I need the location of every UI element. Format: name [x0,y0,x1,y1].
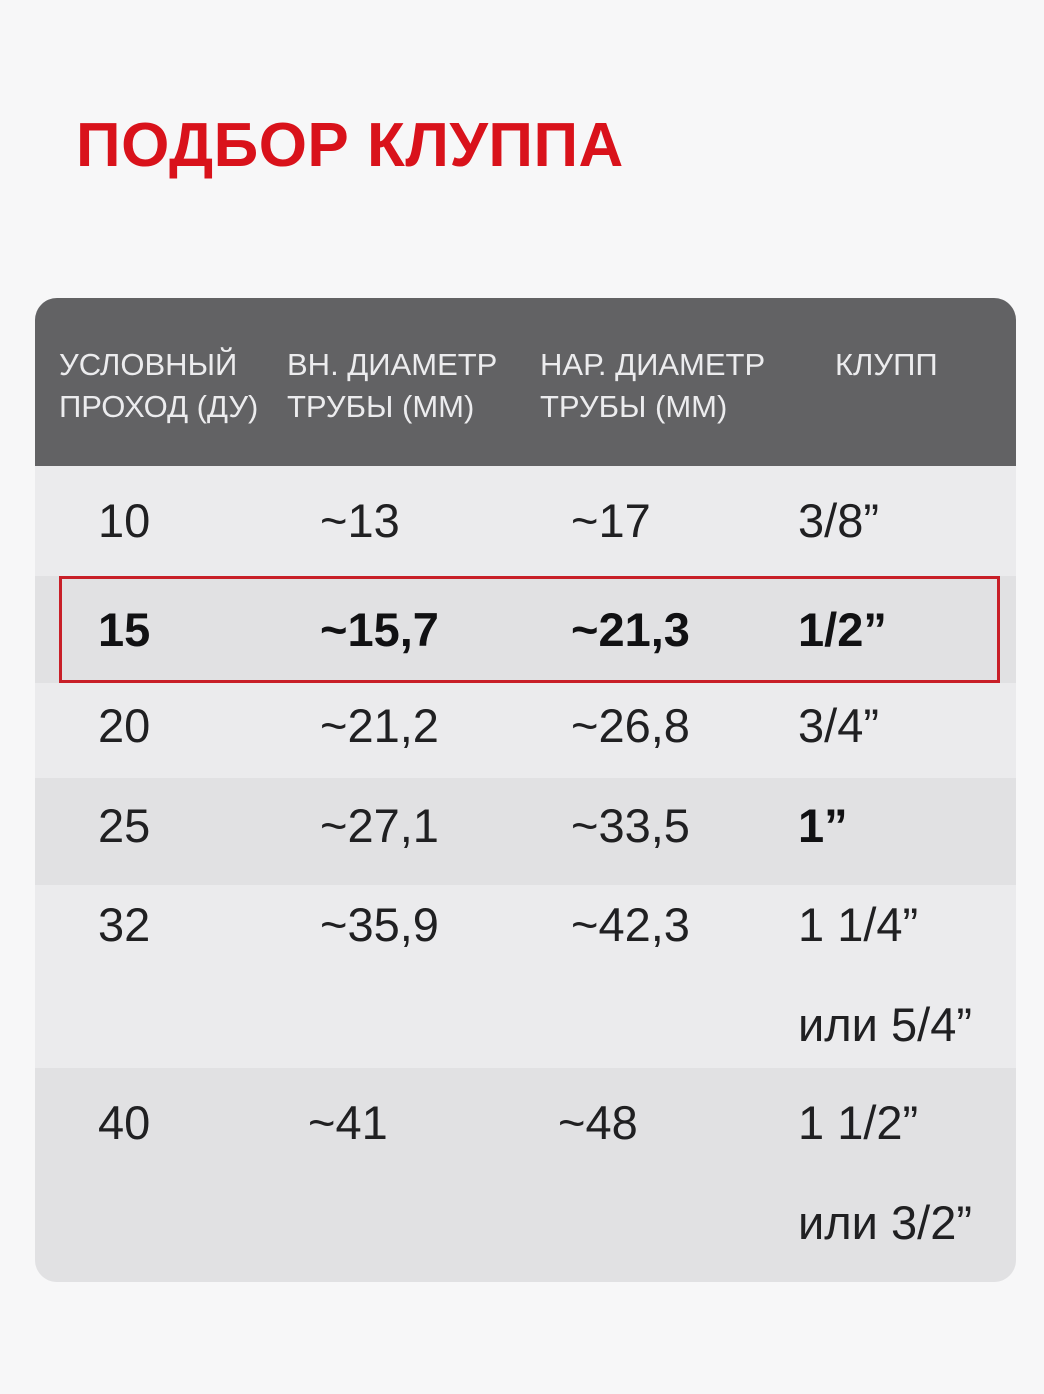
klupp-selection-table [35,298,1016,1282]
column-header-line: КЛУПП [835,347,938,382]
cell-inner-diameter: ~15,7 [320,603,439,656]
cell-nominal-bore: 15 [98,603,151,656]
cell-outer-diameter: ~48 [558,1096,638,1149]
cell-klupp [798,1073,972,1273]
cell-outer-diameter: ~26,8 [571,699,690,752]
cell-inner-diameter: ~35,9 [320,898,439,951]
cell-inner-diameter: ~13 [320,494,400,547]
cell-outer-diameter: ~33,5 [571,799,690,852]
table-row [35,466,1016,576]
table-row [35,885,1016,1068]
cell-inner-diameter: ~27,1 [320,799,439,852]
cell-nominal-bore: 32 [98,898,151,951]
klupp-size: 1 1/2” [798,1096,919,1149]
highlight-frame [59,576,1000,683]
cell-inner-diameter: ~41 [308,1096,388,1149]
page-title: ПОДБОР КЛУППА [76,111,624,180]
cell-outer-diameter: ~42,3 [571,898,690,951]
table-row [35,683,1016,778]
column-header-line: ТРУБЫ (ММ) [540,389,728,424]
column-header-nominal-bore [59,344,258,428]
cell-klupp [798,875,972,1075]
cell-klupp: 1/2” [798,603,887,656]
cell-inner-diameter: ~21,2 [320,699,439,752]
cell-nominal-bore: 10 [98,494,151,547]
klupp-size-alt: или 3/2” [798,1196,972,1249]
cell-nominal-bore: 40 [98,1096,151,1149]
cell-nominal-bore: 25 [98,799,151,852]
klupp-size: 1 1/4” [798,898,919,951]
column-header-outer-diameter [540,344,765,428]
cell-klupp: 3/8” [798,494,879,547]
cell-klupp: 3/4” [798,699,879,752]
column-header-line: ПРОХОД (ДУ) [59,389,259,424]
column-header-line: ТРУБЫ (ММ) [287,389,475,424]
cell-klupp: 1” [798,799,848,852]
klupp-size-alt: или 5/4” [798,998,972,1051]
cell-outer-diameter: ~17 [571,494,651,547]
table-row [35,778,1016,885]
cell-nominal-bore: 20 [98,699,151,752]
column-header-line: НАР. ДИАМЕТР [540,347,766,382]
column-header-line: ВН. ДИАМЕТР [287,347,498,382]
column-header-line: УСЛОВНЫЙ [59,347,238,382]
table-row [35,1068,1016,1282]
cell-outer-diameter: ~21,3 [571,603,690,656]
table-header [35,298,1016,466]
column-header-inner-diameter [287,344,497,428]
column-header-klupp [835,344,938,386]
